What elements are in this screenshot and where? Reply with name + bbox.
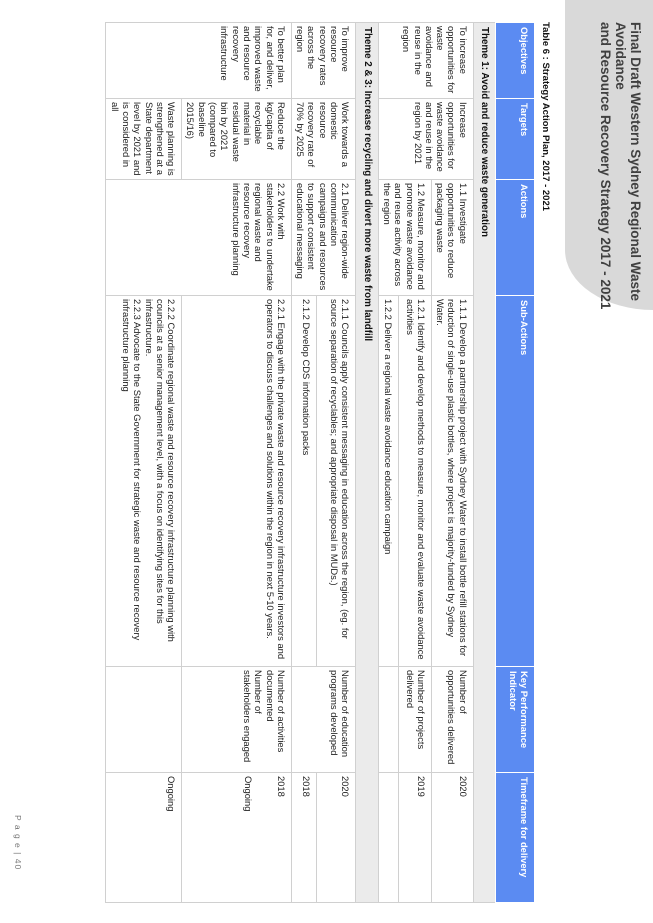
target-cell: Increase opportunities for waste avoidance and reuse in the region by 2021 [378, 99, 473, 180]
objective-cell: To increase opportunities for waste avoidance and reuse in the region [378, 23, 473, 99]
timeframe-cell: 2020 [316, 773, 356, 903]
timeframe-cell: Ongoing [106, 773, 182, 903]
table-row [431, 23, 473, 903]
title-line-2: and Resource Recovery Strategy 2017 - 2021 [598, 22, 613, 310]
kpi-cell [182, 667, 292, 773]
action-cell: 2.1 Deliver region-wide communication campaigns and resources to support consistent educational messaging [291, 180, 355, 296]
header-timeframe: Timeframe for delivery [496, 773, 535, 903]
kpi-cell [106, 667, 182, 773]
header-actions: Actions [496, 180, 535, 296]
document-title [598, 22, 643, 352]
header-targets: Targets [496, 99, 535, 180]
sub-action-cell: 1.2.2 Deliver a regional waste avoidance education campaign [378, 296, 399, 667]
header-kpi: Key Performance Indicator [496, 667, 535, 773]
kpi-cell [378, 667, 399, 773]
sub-action-2-2-3: 2.2.3 Advocate to the State Government for strategic waste and resource recovery infrastructure planning [120, 299, 144, 641]
target-cell: Waste planning is strengthened at a State department level by 2021 and is considered in all [106, 99, 182, 180]
action-cell: 2.2 Work with stakeholders to undertake regional waste and resource recovery infrastructure planning [106, 180, 291, 296]
target-cell: Work towards a domestic resource recovery rate of 70% by 2025 [291, 99, 355, 180]
action-cell: 1.1 Investigate opportunities to reduce packaging waste [431, 180, 473, 296]
objective-cell: To better plan for, and deliver, improved waste and resource recovery infrastructure [106, 23, 291, 99]
table-row [106, 23, 182, 903]
theme-1-label: Theme 1: Avoid and reduce waste generation [473, 23, 495, 903]
sub-action-cell [106, 296, 182, 667]
table-row [316, 23, 356, 903]
timeframe-cell: 2018 [291, 773, 316, 903]
theme-row [473, 23, 495, 903]
kpi-cell: Number of education programs developed [291, 667, 355, 773]
timeframe-cell [378, 773, 399, 903]
sub-action-cell: 1.1.1 Develop a partnership project with Sydney Water to install bottle refill stations for reduction of single-use plastic bottles, where project is majority-funded by Sydney Water. [431, 296, 473, 667]
sub-action-cell: 2.2.1 Engage with the private waste and resource recovery infrastructure investors and operators to discuss challenges and solutions within the region in next 5-10 years. [182, 296, 292, 667]
sub-action-cell: 2.1.2 Develop CDS information packs [291, 296, 316, 667]
timeframe-cell: 2019 [399, 773, 432, 903]
page-number: P a g e | 40 [13, 815, 23, 871]
header-sub-actions: Sub-Actions [496, 296, 535, 667]
sub-action-cell: 2.1.1 Councils apply consistent messaging in education across the region, (eg. for source separation of recyclables; and appropriate disposal in MUDs.) [316, 296, 356, 667]
timeframe-value: Ongoing [242, 776, 254, 812]
sub-action-2-2-2: 2.2.2 Coordinate regional waste and resource recovery infrastructure planning with councils at a senior management level, with a focus on identifying sites for this infrastructure. [143, 299, 178, 642]
table-caption: Table 6 : Strategy Action Plan, 2017 - 2021 [540, 22, 551, 212]
action-cell: 1.2 Measure, monitor and promote waste avoidance and reuse activity across the region [378, 180, 431, 296]
objective-cell: To improve resource recovery rates across the region [291, 23, 355, 99]
kpi-cell: Number of opportunities delivered [431, 667, 473, 773]
kpi-stakeholders: Number of stakeholders engaged [241, 670, 265, 763]
target-cell: Reduce the kg/capita of recyclable material in residual waste bin by 2021 (compared to baseline 2015/16) [182, 99, 292, 180]
title-line-1: Final Draft Western Sydney Regional Waste Avoidance [613, 22, 643, 302]
kpi-activities: Number of activities documented [264, 670, 287, 753]
sub-action-cell: 1.2.1 Identify and develop methods to measure, monitor and evaluate waste avoidance activities [399, 296, 432, 667]
timeframe-cell [182, 773, 292, 903]
header-row [496, 23, 535, 903]
timeframe-cell: 2020 [431, 773, 473, 903]
kpi-cell: Number of projects delivered [399, 667, 432, 773]
header-objectives: Objectives [496, 23, 535, 99]
theme-row [356, 23, 378, 903]
theme-2-label: Theme 2 & 3: Increase recycling and divert more waste from landfill [356, 23, 378, 903]
table-row [182, 23, 292, 903]
timeframe-value: 2018 [275, 776, 287, 797]
strategy-action-plan-table [105, 22, 535, 903]
